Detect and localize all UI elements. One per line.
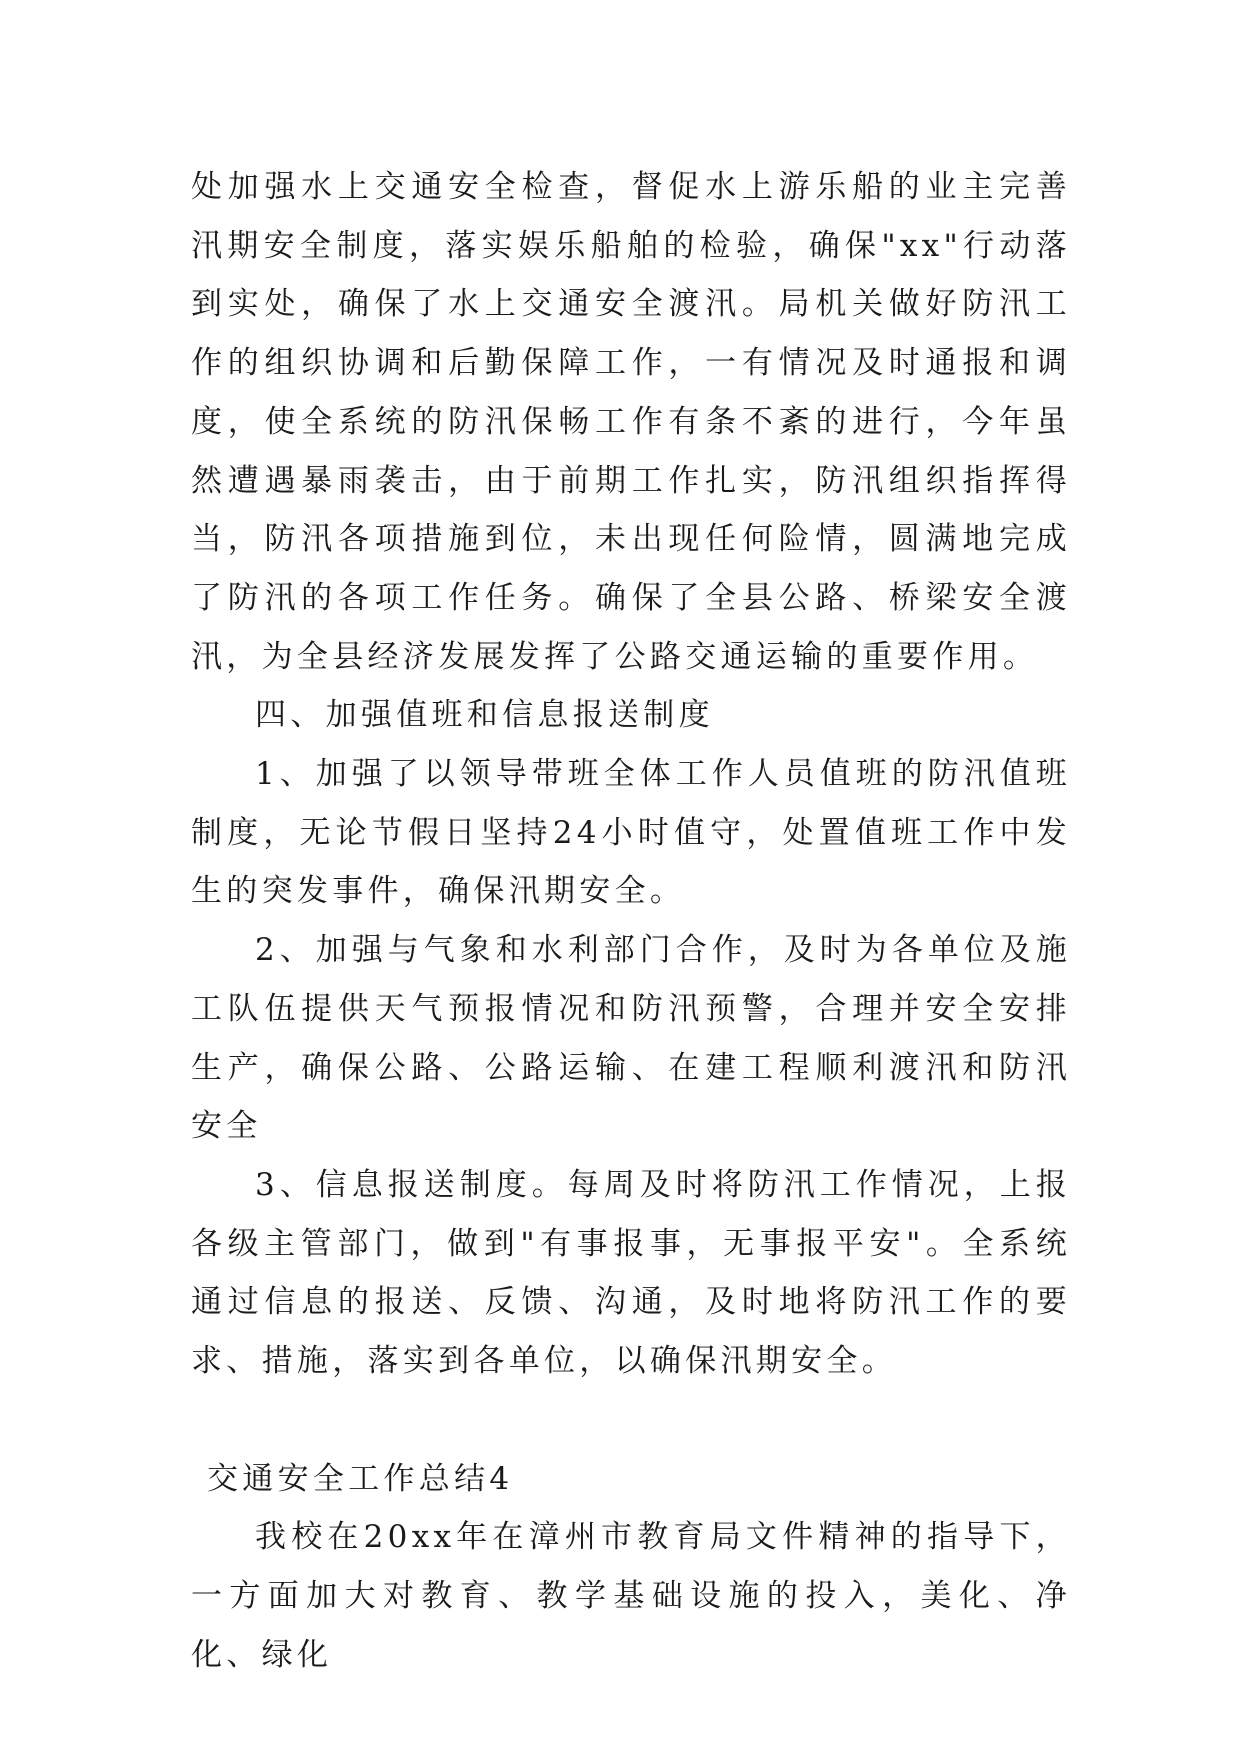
heading-duty-and-reporting: 四、加强值班和信息报送制度 [255, 697, 714, 734]
paragraph-flood-prevention-continued: 处加强水上交通安全检查，督促水上游乐船的业主完善汛期安全制度，落实娱乐船舶的检验，确保"xx"行动落到实处，确保了水上交通安全渡汛。局机关做好防汛工作的组织协调和后勤保障工作，一有情况及时通报和调度，使全系统的防汛保畅工作有条不紊的进行，今年虽然遭遇暴雨袭击，由于前期工作扎实，防汛组织指挥得当，防汛各项措施到位，未出现任何险情，圆满地完成了防汛的各项工作任务。确保了全县公路、桥梁安全渡汛，为全县经济发展发挥了公路交通运输的重要作用。 [191, 169, 1071, 675]
paragraph-school-intro: 我校在20xx年在漳州市教育局文件精神的指导下，一方面加大对教育、教学基础设施的投入，美化、净化、绿化 [191, 1519, 1071, 1673]
document-body [191, 158, 1071, 1685]
paragraph-item-2: 2、加强与气象和水利部门合作，及时为各单位及施工队伍提供天气预报情况和防汛预警，合理并安全安排生产，确保公路、公路运输、在建工程顺利渡汛和防汛安全 [191, 932, 1071, 1145]
paragraph-item-3: 3、信息报送制度。每周及时将防汛工作情况，上报各级主管部门，做到"有事报事，无事报平安"。全系统通过信息的报送、反馈、沟通，及时地将防汛工作的要求、措施，落实到各单位，以确保汛期安全。 [191, 1166, 1071, 1380]
section-spacer [191, 1391, 1071, 1450]
paragraph-item-1: 1、加强了以领导带班全体工作人员值班的防汛值班制度，无论节假日坚持24小时值守，处置值班工作中发生的突发事件，确保汛期安全。 [191, 756, 1071, 910]
section-title: 交通安全工作总结4 [207, 1460, 514, 1497]
